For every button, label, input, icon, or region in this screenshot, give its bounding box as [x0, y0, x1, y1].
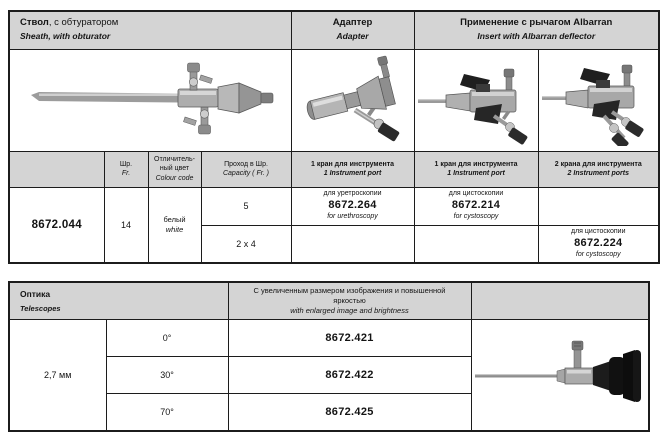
albarran-deflector-1-port-image — [418, 54, 534, 146]
capacity-column-header — [201, 151, 291, 187]
albarran-group-header — [414, 11, 659, 49]
albarran-deflector-2-ports-image — [542, 54, 655, 146]
colour-header-en: Colour code — [155, 174, 194, 182]
colour-column-header — [148, 151, 201, 187]
sheath-adapter-table — [8, 10, 660, 264]
capacity-header-en: Capacity ( Fr. ) — [222, 170, 270, 177]
adapter-port-column-header — [291, 151, 414, 187]
adapter-title-ru: Адаптер — [332, 17, 373, 29]
telescope-image-cell — [471, 320, 649, 431]
capacity-value-2: 2 x 4 — [201, 225, 291, 263]
albarran1-use-en: for cystoscopy — [453, 212, 499, 220]
adapter-use-en: for urethroscopy — [327, 212, 378, 220]
fr-header-en: Fr. — [121, 170, 131, 177]
albarran-1port-image-cell — [414, 49, 538, 151]
colour-value — [148, 187, 201, 263]
capacity-value-1: 5 — [201, 187, 291, 225]
adapter-image — [295, 54, 410, 146]
telescope-angle-70: 70° — [106, 394, 228, 431]
sheath-title-ru-rest: , с обтуратором — [48, 17, 119, 29]
colour-value-ru: белый — [163, 214, 186, 224]
albarran-1port-column-header — [414, 151, 538, 187]
adapter-group-header — [291, 11, 414, 49]
telescopes-table — [8, 281, 650, 432]
telescope-catalog-0: 8672.421 — [228, 320, 471, 357]
empty-header-cell — [9, 151, 104, 187]
albarran1-use-ru: для цистоскопии — [448, 190, 504, 198]
fr-column-header — [104, 151, 148, 187]
telescope-diameter: 2,7 мм — [9, 320, 106, 431]
port2-header-ru: 2 крана для инструмента — [554, 160, 642, 168]
albarran-2ports-column-header — [538, 151, 659, 187]
telescopes-title-ru: Оптика — [20, 289, 51, 300]
sheath-title-en: Sheath, with obturator — [20, 31, 111, 42]
albarran-title-en: Insert with Albarran deflector — [477, 31, 596, 42]
albarran1-catalog-number: 8672.214 — [451, 199, 501, 212]
albarran-title-ru: Применение с рычагом Albarran — [460, 17, 613, 29]
sheath-image-cell — [9, 49, 291, 151]
port1-header-ru: 1 кран для инструмента — [310, 160, 395, 168]
albarran-2ports-item — [538, 225, 659, 263]
albarran-1port-item — [414, 187, 538, 225]
port2-header-en: 2 Instrument ports — [567, 170, 629, 177]
telescope-image-header-cell — [471, 282, 649, 320]
sheath-group-header — [9, 11, 291, 49]
albarran-2port-image-cell — [538, 49, 659, 151]
adapter-item — [291, 187, 414, 225]
albarran2-catalog-number: 8672.224 — [574, 236, 623, 249]
empty-cell — [414, 225, 538, 263]
telescope-angle-30: 30° — [106, 357, 228, 394]
sheath-catalog-number: 8672.044 — [9, 187, 104, 263]
telescopes-group-header — [9, 282, 228, 320]
feature-ru: С увеличенным размером изображения и повышенной яркостью — [253, 286, 446, 306]
albarran2-use-en: for cystoscopy — [575, 250, 621, 258]
port1b-header-ru: 1 кран для инструмента — [434, 160, 518, 168]
telescope-catalog-30: 8672.422 — [228, 357, 471, 394]
fr-value: 14 — [104, 187, 148, 263]
telescope-image — [473, 321, 647, 429]
sheath-title-ru: Ствол — [20, 17, 49, 29]
colour-value-en: white — [165, 224, 184, 234]
empty-cell — [291, 225, 414, 263]
port1-header-en: 1 Instrument port — [323, 170, 382, 177]
adapter-title-en: Adapter — [336, 31, 369, 42]
adapter-use-ru: для уретроскопии — [323, 190, 382, 198]
telescope-catalog-70: 8672.425 — [228, 394, 471, 431]
port1b-header-en: 1 Instrument port — [447, 170, 505, 177]
fr-header-ru: Шр. — [119, 160, 133, 168]
telescopes-title-en: Telescopes — [20, 304, 61, 314]
colour-header-ru: Отличитель-ный цвет — [154, 156, 195, 173]
feature-en: with enlarged image and brightness — [290, 306, 409, 316]
albarran2-use-ru: для цистоскопии — [571, 228, 626, 236]
telescope-angle-0: 0° — [106, 320, 228, 357]
adapter-image-cell — [291, 49, 414, 151]
adapter-catalog-number: 8672.264 — [328, 199, 377, 212]
sheath-with-obturator-image — [15, 51, 285, 149]
capacity-header-ru: Проход в Шр. — [224, 160, 268, 168]
feature-header — [228, 282, 471, 320]
empty-cell — [538, 187, 659, 225]
